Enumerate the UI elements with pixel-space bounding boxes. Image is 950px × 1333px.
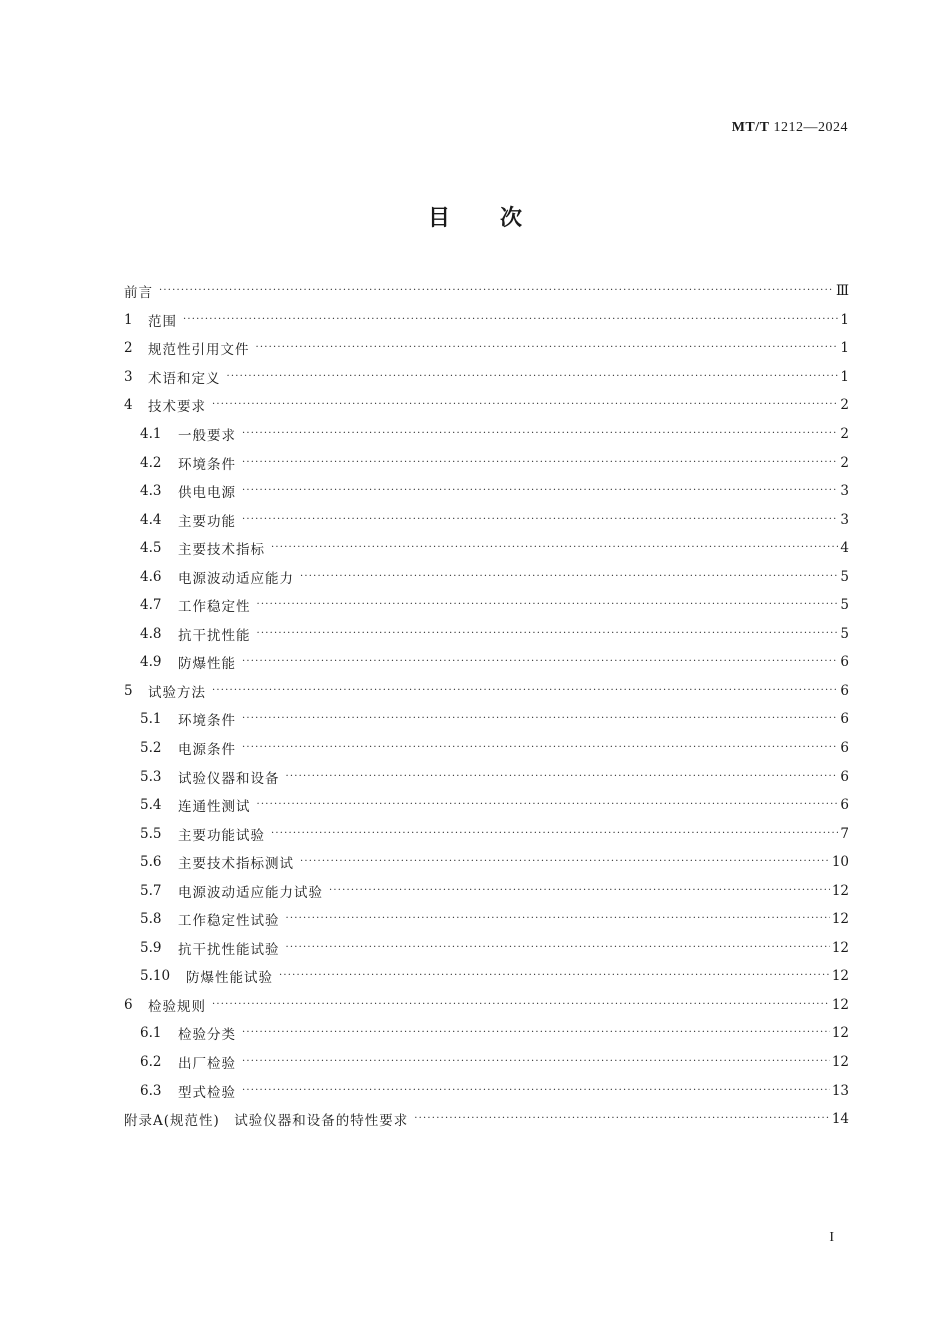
- toc-entry-page: 12: [831, 968, 849, 985]
- toc-leader-dots: [242, 420, 838, 448]
- toc-entry-number: 5.5: [140, 825, 162, 842]
- toc-entry-page: 12: [831, 911, 849, 928]
- toc-entry-page: 14: [831, 1111, 849, 1128]
- toc-leader-dots: [242, 506, 838, 534]
- toc-leader-dots: [242, 449, 838, 477]
- toc-entry-page: 12: [831, 1025, 849, 1042]
- toc-entry[interactable]: [124, 505, 849, 534]
- toc-entry-number: 6.3: [140, 1082, 162, 1099]
- toc-title-char-2: 次: [500, 206, 523, 231]
- toc-entry-page: 6: [840, 740, 849, 757]
- toc-leader-dots: [242, 705, 838, 733]
- toc-entry-page: 2: [840, 426, 849, 442]
- toc-leader-dots: [242, 1019, 830, 1047]
- toc-entry-number: 4.8: [140, 625, 162, 642]
- toc-entry-page: 3: [840, 483, 849, 500]
- toc-entry-page: 12: [831, 996, 849, 1013]
- toc-entry-title: 附录A(规范性) 试验仪器和设备的特性要求: [124, 1113, 409, 1130]
- toc-entry[interactable]: [124, 420, 849, 449]
- toc-entry[interactable]: [124, 734, 849, 763]
- toc-leader-dots: [286, 763, 839, 791]
- toc-entry[interactable]: [124, 876, 849, 905]
- toc-entry-number: 5.9: [140, 939, 162, 956]
- toc-entry[interactable]: [124, 791, 849, 820]
- toc-entry-number: 4.2: [140, 454, 162, 471]
- toc-entry-title: 抗干扰性能试验: [178, 941, 280, 958]
- toc-entry-number: 1: [124, 311, 133, 328]
- toc-entry[interactable]: [124, 819, 849, 848]
- toc-entry-title: 防爆性能: [178, 656, 236, 673]
- toc-entry-page: 10: [831, 854, 849, 871]
- toc-entry-number: 4: [124, 397, 133, 414]
- toc-entry[interactable]: [124, 648, 849, 677]
- document-code-prefix: MT/T: [731, 120, 770, 135]
- toc-entry-page: 4: [840, 540, 849, 557]
- toc-entry-title: 试验方法: [148, 684, 206, 701]
- toc-entry-page: Ⅲ: [835, 283, 849, 300]
- toc-entry-title: 一般要求: [178, 428, 236, 444]
- toc-entry[interactable]: [124, 1076, 849, 1105]
- toc-entry-page: 2: [840, 397, 849, 414]
- toc-entry[interactable]: [124, 905, 849, 934]
- toc-entry-title: 主要技术指标测试: [178, 856, 294, 873]
- toc-entry[interactable]: [124, 705, 849, 734]
- toc-entry-title: 电源条件: [178, 742, 236, 759]
- toc-entry[interactable]: [124, 448, 849, 477]
- toc-leader-dots: [256, 334, 839, 362]
- toc-entry-title: 术语和定义: [148, 370, 221, 387]
- toc-entry-number: 5.8: [140, 911, 162, 928]
- toc-leader-dots: [242, 1048, 830, 1076]
- table-of-contents: [124, 277, 849, 1133]
- toc-entry-page: 3: [840, 511, 849, 528]
- toc-leader-dots: [300, 848, 830, 876]
- toc-entry[interactable]: [124, 991, 849, 1020]
- toc-entry-number: 5.6: [140, 854, 162, 871]
- toc-entry-title: 型式检验: [178, 1084, 236, 1101]
- toc-entry-page: 1: [840, 340, 849, 357]
- toc-entry-title: 电源波动适应能力: [178, 570, 294, 587]
- toc-entry[interactable]: [124, 934, 849, 963]
- toc-entry-page: 12: [831, 882, 849, 899]
- toc-entry[interactable]: [124, 762, 849, 791]
- toc-leader-dots: [257, 791, 839, 819]
- toc-entry-page: 6: [840, 654, 849, 671]
- toc-leader-dots: [271, 534, 838, 562]
- toc-entry-title: 规范性引用文件: [148, 342, 250, 359]
- toc-leader-dots: [159, 277, 834, 305]
- toc-entry-number: 5.2: [140, 740, 162, 757]
- toc-entry-number: 3: [124, 368, 133, 385]
- toc-leader-dots: [286, 934, 830, 962]
- toc-entry[interactable]: [124, 1019, 849, 1048]
- toc-leader-dots: [242, 648, 838, 676]
- toc-leader-dots: [212, 991, 830, 1019]
- toc-entry-title: 环境条件: [178, 456, 236, 473]
- toc-entry[interactable]: [124, 1048, 849, 1077]
- toc-entry-page: 5: [840, 597, 849, 614]
- toc-entry-title: 工作稳定性: [178, 599, 251, 616]
- toc-entry[interactable]: [124, 848, 849, 877]
- toc-entry-page: 13: [831, 1082, 849, 1099]
- toc-entry-page: 12: [831, 939, 849, 956]
- toc-entry-number: 5.7: [140, 882, 162, 899]
- toc-leader-dots: [257, 620, 839, 648]
- toc-title: [0, 201, 950, 232]
- document-code-number: 1212—2024: [773, 120, 848, 135]
- toc-entry-number: 5.4: [140, 797, 162, 814]
- toc-leader-dots: [414, 1105, 830, 1133]
- toc-entry-title: 工作稳定性试验: [178, 913, 280, 930]
- toc-entry-title: 主要功能: [178, 513, 236, 530]
- toc-entry-number: 5.1: [140, 711, 162, 728]
- toc-entry[interactable]: [124, 334, 849, 363]
- toc-entry[interactable]: [124, 677, 849, 706]
- toc-entry-title: 防爆性能试验: [186, 970, 273, 987]
- toc-entry-number: 4.9: [140, 654, 162, 671]
- toc-entry-title: 前言: [124, 285, 153, 302]
- toc-entry-number: 4.5: [140, 540, 162, 557]
- toc-entry-number: 4.1: [140, 426, 162, 442]
- toc-leader-dots: [242, 477, 838, 505]
- toc-entry[interactable]: [124, 1105, 849, 1134]
- toc-entry[interactable]: [124, 477, 849, 506]
- toc-entry-number: 6.1: [140, 1025, 162, 1042]
- toc-entry-page: 1: [840, 311, 849, 328]
- toc-entry[interactable]: [124, 391, 849, 420]
- toc-entry[interactable]: [124, 306, 849, 335]
- toc-leader-dots: [279, 962, 830, 990]
- toc-entry[interactable]: [124, 562, 849, 591]
- toc-entry-number: 4.3: [140, 483, 162, 500]
- toc-entry-title: 供电电源: [178, 485, 236, 502]
- toc-leader-dots: [257, 591, 839, 619]
- toc-entry-title: 检验分类: [178, 1027, 236, 1044]
- document-code: [732, 120, 848, 136]
- toc-entry-page: 6: [840, 768, 849, 785]
- toc-entry-page: 5: [840, 568, 849, 585]
- toc-entry[interactable]: [124, 962, 849, 991]
- toc-leader-dots: [227, 363, 839, 391]
- toc-entry-number: 6.2: [140, 1054, 162, 1071]
- toc-leader-dots: [242, 734, 838, 762]
- toc-leader-dots: [212, 677, 838, 705]
- toc-entry-title: 连通性测试: [178, 799, 251, 816]
- toc-entry-title: 主要功能试验: [178, 827, 265, 844]
- toc-entry-page: 2: [840, 454, 849, 471]
- toc-leader-dots: [183, 306, 838, 334]
- toc-entry-title: 电源波动适应能力试验: [178, 884, 323, 901]
- toc-entry-number: 4.6: [140, 568, 162, 585]
- toc-entry-page: 1: [840, 368, 849, 385]
- toc-entry[interactable]: [124, 534, 849, 563]
- toc-entry-title: 试验仪器和设备: [178, 770, 280, 787]
- page-number: I: [829, 1230, 834, 1245]
- toc-entry-page: 7: [840, 825, 849, 842]
- toc-entry[interactable]: [124, 277, 849, 306]
- toc-leader-dots: [242, 1077, 830, 1105]
- toc-leader-dots: [329, 877, 830, 905]
- toc-entry[interactable]: [124, 620, 849, 649]
- toc-entry-number: 6: [124, 996, 133, 1013]
- toc-entry-number: 5.10: [140, 968, 171, 985]
- toc-leader-dots: [286, 905, 830, 933]
- toc-leader-dots: [212, 391, 838, 419]
- toc-entry-page: 6: [840, 682, 849, 699]
- toc-entry-title: 抗干扰性能: [178, 627, 251, 644]
- toc-entry-title: 主要技术指标: [178, 542, 265, 559]
- toc-title-char-1: 目: [427, 206, 450, 231]
- toc-entry-page: 6: [840, 797, 849, 814]
- toc-leader-dots: [271, 820, 838, 848]
- toc-entry-title: 环境条件: [178, 713, 236, 730]
- toc-entry-number: 4.7: [140, 597, 162, 614]
- toc-entry-title: 出厂检验: [178, 1056, 236, 1073]
- toc-entry-number: 2: [124, 340, 133, 357]
- toc-entry-title: 范围: [148, 313, 177, 330]
- toc-entry-page: 6: [840, 711, 849, 728]
- toc-entry-number: 4.4: [140, 511, 162, 528]
- toc-entry[interactable]: [124, 363, 849, 392]
- toc-leader-dots: [300, 563, 838, 591]
- toc-entry-page: 12: [831, 1054, 849, 1071]
- toc-entry-number: 5.3: [140, 768, 162, 785]
- toc-entry[interactable]: [124, 591, 849, 620]
- toc-entry-title: 技术要求: [148, 399, 206, 416]
- toc-entry-page: 5: [840, 625, 849, 642]
- toc-entry-title: 检验规则: [148, 998, 206, 1015]
- toc-entry-number: 5: [124, 682, 133, 699]
